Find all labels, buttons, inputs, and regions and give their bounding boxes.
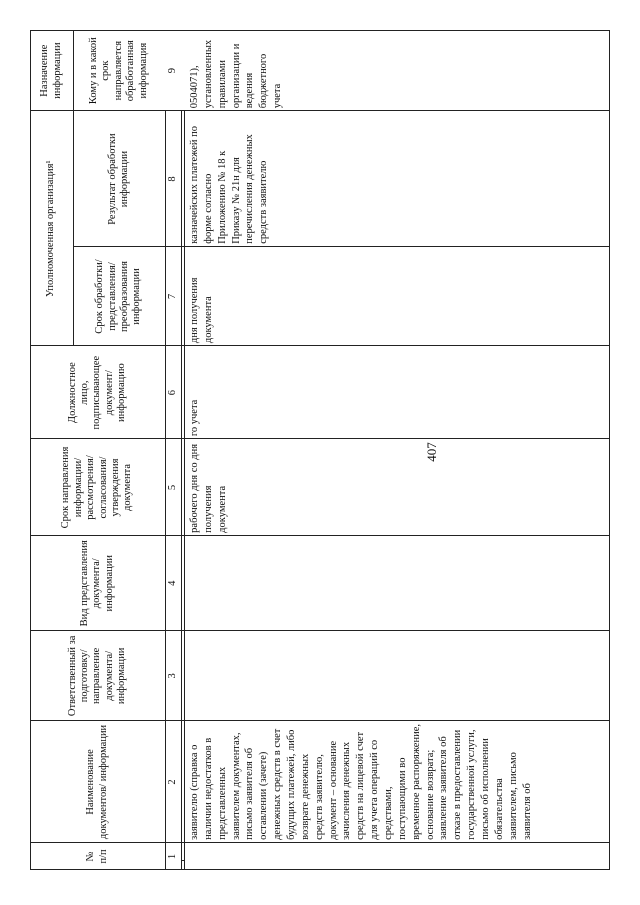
cell-term: рабочего дня со дня получения документа [189,443,228,533]
col-number: 1 [166,853,178,860]
col-number: 8 [166,176,178,182]
col-number: 7 [166,293,178,300]
header-group-purpose: Назначение информации [39,42,63,99]
header-num: № п/п [85,849,109,864]
header-org-term: Срок обработки/ представления/ преобразования информации [94,259,143,334]
header-term: Срок направления информации/ рассмотрения/ согласования/ утверждения документа [60,446,134,529]
header-purpose: Кому и в какой срок направляется обработанная информация [88,37,149,105]
double-line [184,111,185,870]
header-org-result: Результат обработки информации [106,133,130,225]
col-number: 5 [166,484,178,491]
numbers-bottom-line [181,111,182,870]
cell-org-term: дня получения документа [189,277,214,344]
cell-purpose: 0504071), установленных правилами организации и ведения бюджетного учета [189,39,284,109]
header-official: Должностное лицо, подписывающее документ/ информацию [66,355,128,430]
cell-name: заявителю (справка о наличии недостатков в представленных заявителем документах, письмо заявителя об оставлении (зачете) денежных средств в счет будущих платежей, либо возврате денежных средств заявителю, документ – основание зачисления денежных средств на лицевой счет для учета операций со средствами, поступающими во временное распоряжение, основание возврата; заявление заявителя об отказе в предоставлении государственной услуги, письмо об исполнении обязательства заявителем, письмо заявителя об [189,724,533,840]
page-number: 407 [424,442,439,462]
header-group-org: Уполномоченная организация¹ [45,160,57,298]
header-form: Вид представления документа/ информации [78,540,115,627]
header-responsible: Ответственный за подготовку/ направление документа/ информации [66,635,128,717]
cell-org-result: казначейских платежей по форме согласно Приложению № 18 к Приказу № 21н для перечисления денежных средств заявителю [189,125,270,244]
col-number: 3 [166,673,178,679]
rotated-table [30,30,610,870]
col-number: 6 [166,390,178,396]
cell-official: го учета [189,399,200,437]
col-number: 4 [166,580,178,586]
col-number: 2 [166,779,178,785]
header-name: Наименование документов/ информации [85,724,109,840]
row-tick [181,860,185,861]
col-number: 9 [166,68,178,74]
